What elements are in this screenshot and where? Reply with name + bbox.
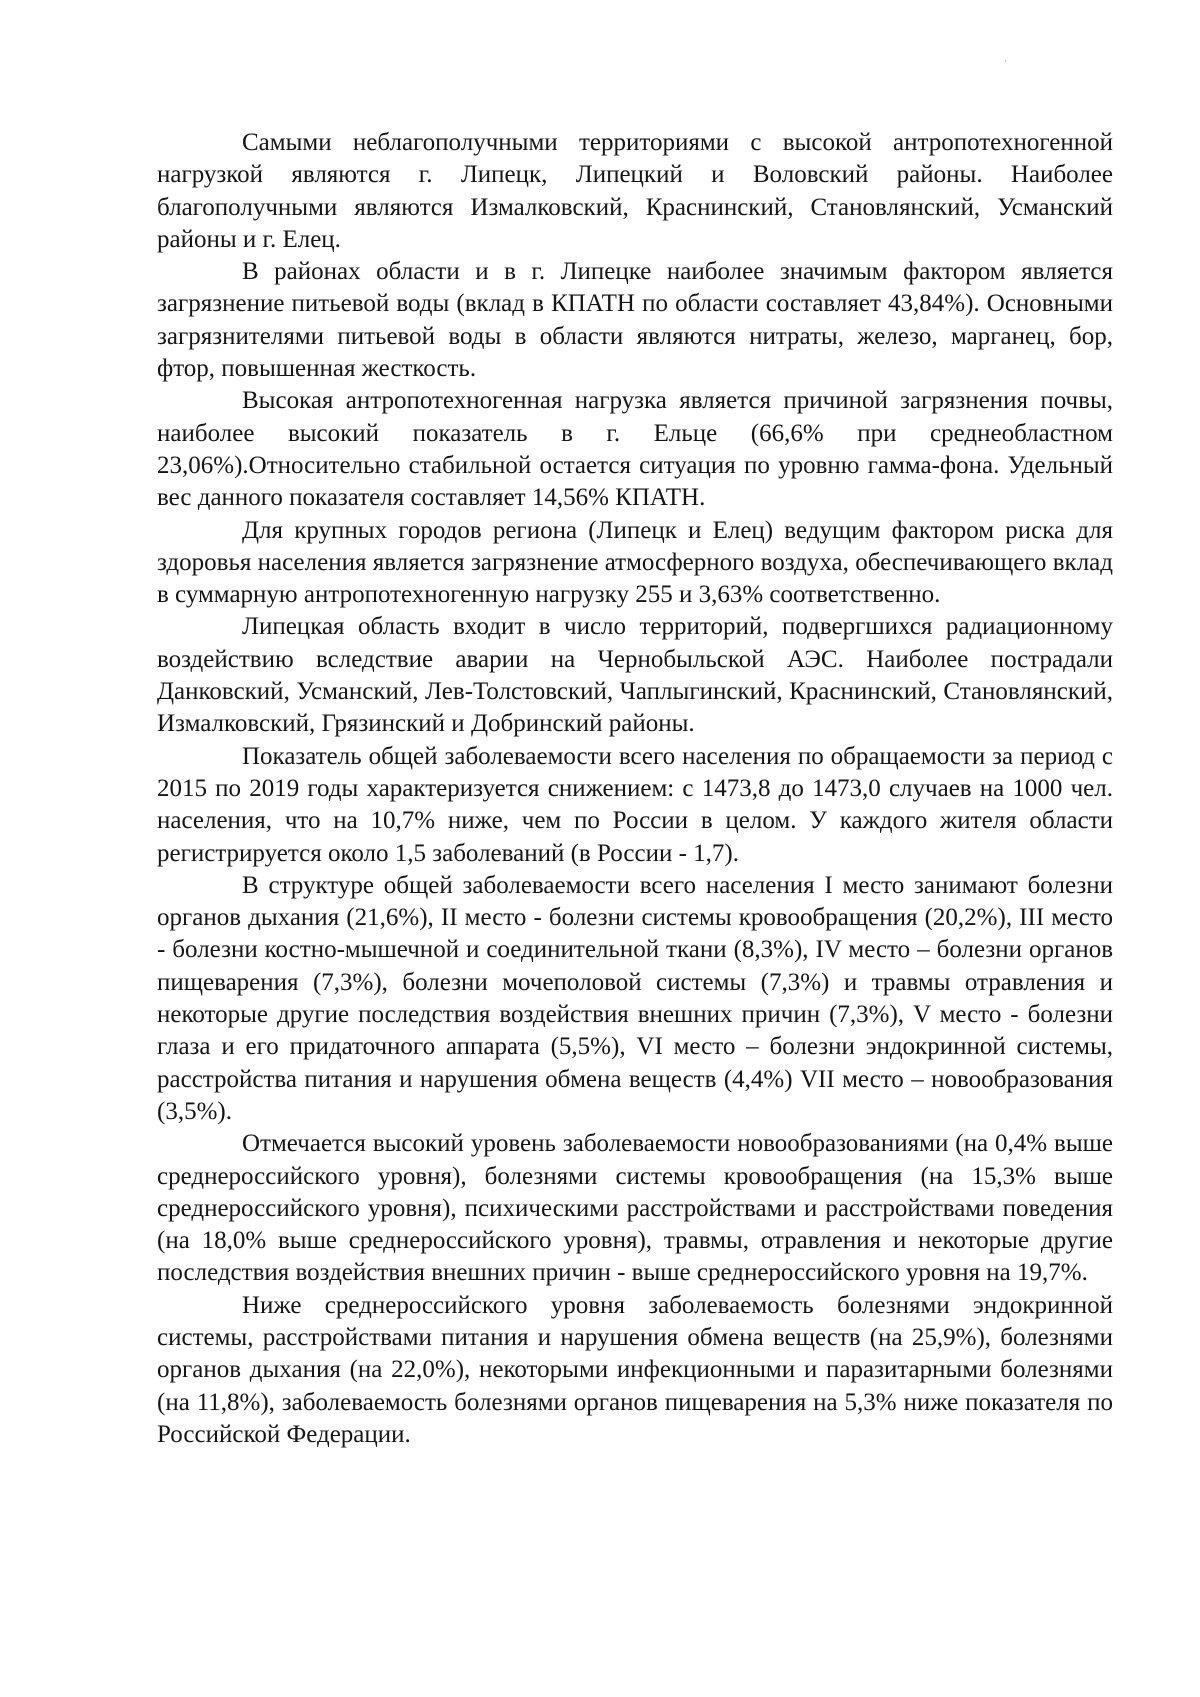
paragraph-chernobyl: Липецкая область входит в число территорий, подвергшихся радиационному воздействию вследствие аварии на Чернобыльской АЭС. Наиболее пострадали Данковский, Усманский, Лев-Толстовский, Чаплыгинский, Краснинский, Становлянский, Измалковский, Грязинский и Добринский районы. (157, 613, 1113, 738)
paragraph-drinking-water: В районах области и в г. Липецке наиболее значимым фактором является загрязнение питьевой воды (вклад в КПАТН по области составляет 43,84%). Основными загрязнителями питьевой воды в области являются нитраты, железо, марганец, бор, фтор, повышенная жесткость. (157, 258, 1113, 383)
document-body (157, 127, 1113, 1451)
scan-artifact (1005, 60, 1006, 62)
paragraph-morbidity-rate: Показатель общей заболеваемости всего населения по обращаемости за период с 2015 по 2019 годы характеризуется снижением: с 1473,8 до 1473,0 случаев на 1000 чел. населения, что на 10,7% ниже, чем по России в целом. У каждого жителя области регистрируется около 1,5 заболеваний (в России - 1,7). (157, 742, 1113, 867)
paragraph-morbidity-structure: В структуре общей заболеваемости всего населения I место занимают болезни органов дыхания (21,6%), II место - болезни системы кровообращения (20,2%), III место - болезни костно-мышечной и соединительной ткани (8,3%), IV место – болезни органов пищеварения (7,3%), болезни мочеполовой системы (7,3%) и травмы отравления и некоторые другие последствия воздействия внешних причин (7,3%), V место - болезни глаза и его придаточного аппарата (5,5%), VI место – болезни эндокринной системы, расстройства питания и нарушения обмена веществ (4,4%) VII место – новообразования (3,5%). (157, 871, 1113, 1125)
paragraph-above-average: Отмечается высокий уровень заболеваемости новообразованиями (на 0,4% выше среднероссийского уровня), болезнями системы кровообращения (на 15,3% выше среднероссийского уровня), психическими расстройствами и расстройствами поведения (на 18,0% выше среднероссийского уровня), травмы, отравления и некоторые другие последствия воздействия внешних причин - выше среднероссийского уровня на 19,7%. (157, 1130, 1113, 1287)
paragraph-soil-pollution: Высокая антропотехногенная нагрузка является причиной загрязнения почвы, наиболее высокий показатель в г. Ельце (66,6% при среднеобластном 23,06%).Относительно стабильной остается ситуация по уровню гамма-фона. Удельный вес данного показателя составляет 14,56% КПАТН. (157, 387, 1113, 512)
paragraph-territories: Самыми неблагополучными территориями с высокой антропотехногенной нагрузкой являются г. Липецк, Липецкий и Воловский районы. Наиболее благополучными являются Измалковский, Краснинский, Становлянский, Усманский районы и г. Елец. (157, 129, 1113, 253)
paragraph-air-pollution: Для крупных городов региона (Липецк и Елец) ведущим фактором риска для здоровья населения является загрязнение атмосферного воздуха, обеспечивающего вклад в суммарную антропотехногенную нагрузку 255 и 3,63% соответственно. (157, 516, 1113, 609)
paragraph-below-average: Ниже среднероссийского уровня заболеваемость болезнями эндокринной системы, расстройствами питания и нарушения обмена веществ (на 25,9%), болезнями органов дыхания (на 22,0%), некоторыми инфекционными и паразитарными болезнями (на 11,8%), заболеваемость болезнями органов пищеварения на 5,3% ниже показателя по Российской Федерации. (157, 1291, 1113, 1448)
